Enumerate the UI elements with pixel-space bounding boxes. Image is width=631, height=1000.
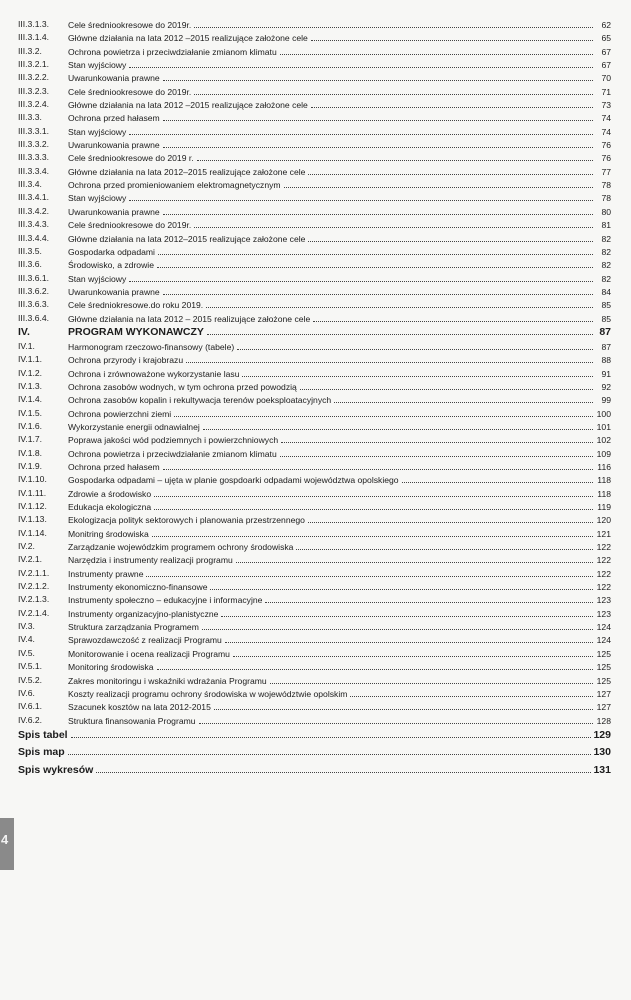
toc-entry-page: 124 bbox=[596, 622, 611, 633]
toc-entry-title: Spis map bbox=[18, 746, 65, 759]
dot-leader bbox=[334, 393, 593, 403]
dot-leader bbox=[270, 674, 593, 684]
toc-entry[interactable] bbox=[18, 205, 611, 218]
toc-entry[interactable] bbox=[18, 71, 611, 84]
toc-entry[interactable] bbox=[18, 58, 611, 71]
toc-entry-title: Gospodarka odpadami – ujęta w planie gospdoarki odpadami województwa opolskiego bbox=[68, 475, 399, 486]
toc-entry-title: Szacunek kosztów na lata 2012-2015 bbox=[68, 702, 211, 713]
toc-entry-number: III.3.6.2. bbox=[18, 285, 50, 296]
toc-entry-page: 123 bbox=[596, 608, 611, 619]
toc-entry-title: Ochrona powierzchni ziemi bbox=[68, 408, 172, 419]
toc-entry-number: IV.1.1. bbox=[18, 354, 43, 365]
toc-entry[interactable] bbox=[18, 500, 611, 513]
toc-entry-title: Główne działania na lata 2012–2015 realizujące założone cele bbox=[68, 233, 306, 244]
toc-entry[interactable] bbox=[18, 367, 611, 380]
toc-entry-number: IV.5.2. bbox=[18, 674, 43, 685]
toc-entry-number: IV.5. bbox=[18, 647, 35, 658]
toc-entry[interactable] bbox=[18, 593, 611, 606]
toc-entry-number: IV.1.6. bbox=[18, 420, 43, 431]
toc-entry-page: 123 bbox=[596, 595, 611, 606]
toc-entry-page: 125 bbox=[596, 648, 611, 659]
toc-entry[interactable] bbox=[18, 407, 611, 420]
toc-entry-title: Ochrona powietrza i przeciwdziałanie zmianom klimatu bbox=[68, 448, 277, 459]
dot-leader bbox=[280, 45, 593, 55]
dot-leader bbox=[163, 111, 593, 121]
toc-entry-number: III.3.1.4. bbox=[18, 32, 50, 43]
toc-entry-page: 109 bbox=[596, 448, 611, 459]
dot-leader bbox=[237, 340, 593, 350]
toc-entry-title: Środowisko, a zdrowie bbox=[68, 260, 154, 271]
toc-entry-page: 87 bbox=[601, 341, 611, 352]
toc-entry-page: 82 bbox=[601, 260, 611, 271]
toc-entry-title: Stan wyjściowy bbox=[68, 126, 127, 137]
dot-leader bbox=[152, 527, 593, 537]
toc-entry[interactable] bbox=[18, 125, 611, 138]
toc-entry-page: 122 bbox=[596, 542, 611, 553]
dot-leader bbox=[233, 647, 593, 657]
toc-entry-title: Edukacja ekologiczna bbox=[68, 502, 152, 513]
toc-entry[interactable] bbox=[18, 473, 611, 486]
toc-entry[interactable] bbox=[18, 513, 611, 526]
toc-entry-page: 118 bbox=[597, 475, 611, 486]
toc-entry-page: 125 bbox=[596, 662, 611, 673]
dot-leader bbox=[129, 272, 593, 282]
toc-entry[interactable] bbox=[18, 218, 611, 231]
toc-entry-title: Struktura finansowania Programu bbox=[68, 715, 196, 726]
toc-entry-number: IV.6.2. bbox=[18, 714, 43, 725]
toc-entry[interactable] bbox=[18, 460, 611, 473]
dot-leader bbox=[311, 98, 593, 108]
toc-entry-title: Ochrona powietrza i przeciwdziałanie zmianom klimatu bbox=[68, 46, 277, 57]
toc-entry-title: Zdrowie a środowisko bbox=[68, 488, 152, 499]
toc-entry[interactable] bbox=[18, 607, 611, 620]
toc-entry-number: IV.2. bbox=[18, 541, 35, 552]
toc-entry-title: Cele średniookresowe do 2019r. bbox=[68, 20, 192, 30]
toc-entry-number: IV.1.12. bbox=[18, 501, 47, 512]
toc-entry-page: 82 bbox=[601, 233, 611, 244]
dot-leader bbox=[129, 125, 593, 135]
toc-entry-number: III.3.3. bbox=[18, 112, 42, 123]
toc-entry-number: IV.2.1.4. bbox=[18, 607, 50, 618]
toc-entry[interactable] bbox=[18, 285, 611, 298]
toc-entry[interactable] bbox=[18, 647, 611, 660]
dot-leader bbox=[350, 687, 593, 697]
toc-entry-page: 84 bbox=[601, 286, 611, 297]
toc-entry[interactable] bbox=[18, 31, 611, 44]
toc-entry-title: Spis tabel bbox=[18, 728, 68, 741]
toc-entry-title: Monitring środowiska bbox=[68, 528, 149, 539]
toc-entry-page: 76 bbox=[601, 140, 611, 151]
toc-entry-number: IV.1.14. bbox=[18, 527, 47, 538]
toc-entry-number: IV.6.1. bbox=[18, 701, 43, 712]
toc-entry-page: 100 bbox=[596, 408, 611, 419]
toc-entry-page: 76 bbox=[601, 153, 611, 164]
toc-entry[interactable] bbox=[18, 762, 611, 780]
toc-entry-title: Główne działania na lata 2012 –2015 realizujące założone cele bbox=[68, 100, 308, 111]
toc-entry-page: 88 bbox=[601, 355, 611, 366]
toc-entry[interactable] bbox=[18, 540, 611, 553]
toc-entry[interactable] bbox=[18, 178, 611, 191]
toc-entry[interactable] bbox=[18, 553, 611, 566]
toc-entry[interactable] bbox=[18, 527, 611, 540]
toc-entry-page: 73 bbox=[601, 100, 611, 111]
toc-entry-page: 67 bbox=[601, 60, 611, 71]
toc-entry-page: 120 bbox=[596, 515, 611, 526]
toc-entry-number: III.3.3.2. bbox=[18, 139, 50, 150]
table-of-contents bbox=[18, 18, 611, 779]
toc-entry-page: 125 bbox=[596, 675, 611, 686]
toc-entry[interactable] bbox=[18, 98, 611, 111]
dot-leader bbox=[186, 353, 593, 363]
toc-entry-title: Instrumenty ekonomiczno-finansowe bbox=[68, 582, 208, 593]
toc-entry-page: 82 bbox=[601, 246, 611, 257]
toc-entry-number: III.3.4. bbox=[18, 179, 42, 190]
toc-entry-number: IV.2.1. bbox=[18, 554, 43, 565]
page-number-tab bbox=[0, 818, 14, 870]
toc-entry-number: IV.1.13. bbox=[18, 514, 47, 525]
toc-entry-number: IV.4. bbox=[18, 634, 35, 645]
toc-entry-number: IV.2.1.3. bbox=[18, 594, 50, 605]
dot-leader bbox=[236, 553, 593, 563]
toc-entry-page: 87 bbox=[599, 325, 611, 338]
toc-entry[interactable] bbox=[18, 674, 611, 687]
dot-leader bbox=[296, 540, 593, 550]
dot-leader bbox=[308, 513, 593, 523]
toc-entry-number: III.3.2.3. bbox=[18, 85, 50, 96]
toc-entry-title: Ochrona przed hałasem bbox=[68, 113, 160, 124]
toc-entry-page: 122 bbox=[596, 582, 611, 593]
toc-entry-number: IV.1.4. bbox=[18, 394, 43, 405]
dot-leader bbox=[284, 178, 593, 188]
toc-entry-page: 82 bbox=[601, 273, 611, 284]
toc-entry-title: Zarządzanie wojewódzkim programem ochrony środowiska bbox=[68, 542, 294, 553]
toc-entry-title: Poprawa jakości wód podziemnych i powierzchniowych bbox=[68, 435, 279, 446]
toc-entry-number: III.3.1.3. bbox=[18, 19, 50, 29]
dot-leader bbox=[225, 633, 593, 643]
toc-entry-number: IV.1.7. bbox=[18, 434, 43, 445]
dot-leader bbox=[194, 85, 593, 95]
dot-leader bbox=[163, 205, 593, 215]
toc-entry[interactable] bbox=[18, 340, 611, 353]
page-number: 4 bbox=[1, 832, 9, 847]
toc-entry-title: Instrumenty społeczno – edukacyjne i informacyjne bbox=[68, 595, 263, 606]
toc-entry-title: PROGRAM WYKONAWCZY bbox=[68, 325, 204, 338]
toc-entry-title: Stan wyjściowy bbox=[68, 193, 127, 204]
dot-leader bbox=[157, 258, 593, 268]
toc-entry-number: IV. bbox=[18, 325, 30, 338]
dot-leader bbox=[163, 138, 593, 148]
dot-leader bbox=[154, 500, 593, 510]
toc-entry[interactable] bbox=[18, 325, 611, 340]
toc-entry[interactable] bbox=[18, 633, 611, 646]
toc-entry-page: 92 bbox=[601, 381, 611, 392]
toc-entry-title: Koszty realizacji programu ochrony środowiska w województwie opolskim bbox=[68, 688, 348, 699]
toc-entry-title: Ochrona przed promieniowaniem elektromagnetycznym bbox=[68, 180, 281, 191]
toc-entry-number: IV.1. bbox=[18, 340, 35, 351]
toc-entry-page: 102 bbox=[596, 435, 611, 446]
dot-leader bbox=[202, 620, 593, 630]
dot-leader bbox=[163, 71, 593, 81]
toc-entry-title: Struktura zarządzania Programem bbox=[68, 622, 199, 633]
toc-entry-number: IV.1.8. bbox=[18, 447, 43, 458]
toc-entry[interactable] bbox=[18, 393, 611, 406]
dot-leader bbox=[197, 151, 593, 161]
toc-entry[interactable] bbox=[18, 232, 611, 245]
dot-leader bbox=[163, 285, 593, 295]
toc-entry-title: Uwarunkowania prawne bbox=[68, 206, 160, 217]
dot-leader bbox=[207, 325, 593, 335]
dot-leader bbox=[311, 31, 593, 41]
toc-entry[interactable] bbox=[18, 580, 611, 593]
toc-entry[interactable] bbox=[18, 45, 611, 58]
toc-entry[interactable] bbox=[18, 18, 611, 31]
toc-entry[interactable] bbox=[18, 258, 611, 271]
toc-entry-title: Ochrona przyrody i krajobrazu bbox=[68, 355, 184, 366]
toc-entry-page: 116 bbox=[597, 462, 611, 472]
toc-entry-page: 77 bbox=[601, 166, 611, 177]
toc-entry-title: Ochrona i zrównoważone wykorzystanie lasu bbox=[68, 368, 240, 379]
toc-entry-page: 130 bbox=[593, 746, 611, 759]
dot-leader bbox=[174, 407, 593, 417]
dot-leader bbox=[242, 367, 593, 377]
toc-entry-page: 78 bbox=[601, 193, 611, 204]
toc-entry-number: III.3.2.1. bbox=[18, 59, 50, 70]
toc-entry[interactable] bbox=[18, 353, 611, 366]
toc-entry[interactable] bbox=[18, 298, 611, 311]
dot-leader bbox=[265, 593, 593, 603]
toc-entry-number: IV.1.10. bbox=[18, 474, 47, 485]
dot-leader bbox=[280, 447, 593, 457]
dot-leader bbox=[206, 298, 593, 308]
toc-entry[interactable] bbox=[18, 312, 611, 325]
dot-leader bbox=[146, 567, 593, 577]
dot-leader bbox=[68, 745, 592, 755]
dot-leader bbox=[96, 763, 591, 773]
toc-entry-title: Uwarunkowania prawne bbox=[68, 73, 160, 84]
toc-entry-page: 121 bbox=[596, 528, 611, 539]
toc-entry-number: IV.1.3. bbox=[18, 380, 43, 391]
toc-entry-number: IV.1.2. bbox=[18, 367, 43, 378]
toc-entry-title: Instrumenty organizacyjno-planistyczne bbox=[68, 608, 219, 619]
toc-entry-title: Stan wyjściowy bbox=[68, 60, 127, 71]
toc-entry-page: 99 bbox=[601, 395, 611, 406]
dot-leader bbox=[281, 433, 593, 443]
toc-entry-number: III.3.2.4. bbox=[18, 99, 50, 110]
toc-entry-title: Zakres monitoringu i wskaźniki wdrażania Programu bbox=[68, 675, 267, 686]
dot-leader bbox=[194, 218, 593, 228]
toc-entry-title: Wykorzystanie energii odnawialnej bbox=[68, 421, 200, 432]
toc-entry-number: IV.2.1.2. bbox=[18, 581, 50, 592]
dot-leader bbox=[194, 18, 593, 28]
toc-entry-number: IV.2.1.1. bbox=[18, 567, 50, 578]
dot-leader bbox=[214, 700, 593, 710]
toc-entry-title: Cele średniookresowe do 2019r. bbox=[68, 86, 192, 97]
toc-entry[interactable] bbox=[18, 487, 611, 500]
toc-entry-title: Główne działania na lata 2012 – 2015 realizujące założone cele bbox=[68, 313, 311, 324]
toc-entry-title: Instrumenty prawne bbox=[68, 568, 144, 579]
toc-entry[interactable] bbox=[18, 151, 611, 164]
toc-entry[interactable] bbox=[18, 447, 611, 460]
toc-entry-page: 78 bbox=[601, 180, 611, 191]
toc-entry-page: 70 bbox=[601, 73, 611, 84]
toc-entry-title: Harmonogram rzeczowo-finansowy (tabele) bbox=[68, 341, 235, 352]
toc-entry[interactable] bbox=[18, 245, 611, 258]
toc-entry-page: 85 bbox=[601, 300, 611, 311]
dot-leader bbox=[308, 232, 593, 242]
toc-entry-number: III.3.3.4. bbox=[18, 165, 50, 176]
toc-entry[interactable] bbox=[18, 433, 611, 446]
toc-entry-title: Narzędzia i instrumenty realizacji programu bbox=[68, 555, 233, 566]
toc-entry-number: IV.3. bbox=[18, 621, 35, 632]
toc-entry-number: IV.1.5. bbox=[18, 407, 43, 418]
toc-entry-number: III.3.4.3. bbox=[18, 219, 50, 230]
toc-entry-title: Cele średniookresowe do 2019 r. bbox=[68, 153, 194, 164]
dot-leader bbox=[158, 245, 593, 255]
toc-entry-page: 85 bbox=[601, 313, 611, 324]
toc-entry-title: Główne działania na lata 2012 –2015 realizujące założone cele bbox=[68, 33, 308, 44]
toc-entry-page: 91 bbox=[601, 368, 611, 379]
toc-entry-page: 122 bbox=[596, 568, 611, 579]
dot-leader bbox=[157, 660, 594, 670]
toc-entry[interactable] bbox=[18, 191, 611, 204]
toc-entry-title: Monitorowanie i ocena realizacji Programu bbox=[68, 648, 230, 659]
toc-entry-number: IV.1.9. bbox=[18, 461, 43, 471]
toc-entry-number: III.3.4.1. bbox=[18, 192, 50, 203]
toc-entry-number: III.3.6.4. bbox=[18, 312, 50, 323]
toc-entry-page: 119 bbox=[597, 502, 611, 513]
toc-entry-title: Ochrona zasobów kopalin i rekultywacja terenów poeksploatacyjnych bbox=[68, 395, 332, 406]
dot-leader bbox=[308, 165, 593, 175]
toc-entry[interactable] bbox=[18, 714, 611, 727]
toc-entry[interactable] bbox=[18, 85, 611, 98]
toc-entry-title: Ekologizacja polityk sektorowych i planowania przestrzennego bbox=[68, 515, 305, 526]
toc-entry-number: IV.1.11. bbox=[18, 487, 47, 498]
toc-entry-title: Cele średniokresowe.do roku 2019. bbox=[68, 300, 204, 311]
toc-entry-title: Sprawozdawczość z realizacji Programu bbox=[68, 635, 222, 646]
toc-entry-number: IV.6. bbox=[18, 687, 35, 698]
toc-entry-number: III.3.2.2. bbox=[18, 72, 50, 83]
toc-entry-page: 65 bbox=[601, 33, 611, 44]
toc-entry-number: III.3.6. bbox=[18, 259, 42, 270]
toc-entry[interactable] bbox=[18, 138, 611, 151]
toc-entry-number: III.3.3.1. bbox=[18, 125, 50, 136]
toc-entry-page: 101 bbox=[596, 421, 611, 432]
toc-entry[interactable] bbox=[18, 111, 611, 124]
toc-entry-page: 81 bbox=[601, 220, 611, 231]
dot-leader bbox=[71, 728, 592, 738]
toc-entry-number: III.3.2. bbox=[18, 45, 42, 56]
toc-entry[interactable] bbox=[18, 380, 611, 393]
toc-entry-number: III.3.3.3. bbox=[18, 152, 50, 163]
toc-entry-number: III.3.4.2. bbox=[18, 205, 50, 216]
dot-leader bbox=[163, 460, 593, 470]
toc-entry-title: Monitoring środowiska bbox=[68, 662, 154, 673]
toc-entry-title: Cele średniookresowe do 2019r. bbox=[68, 220, 192, 231]
dot-leader bbox=[210, 580, 593, 590]
toc-entry[interactable] bbox=[18, 687, 611, 700]
toc-entry-page: 122 bbox=[596, 555, 611, 566]
toc-entry-title: Ochrona zasobów wodnych, w tym ochrona przed powodzią bbox=[68, 381, 297, 392]
dot-leader bbox=[203, 420, 593, 430]
toc-entry-page: 131 bbox=[593, 763, 611, 776]
toc-entry-number: III.3.4.4. bbox=[18, 232, 50, 243]
toc-entry-page: 67 bbox=[601, 46, 611, 57]
toc-entry-number: IV.5.1. bbox=[18, 661, 43, 672]
toc-entry-title: Uwarunkowania prawne bbox=[68, 286, 160, 297]
toc-entry[interactable] bbox=[18, 165, 611, 178]
toc-entry-page: 127 bbox=[596, 702, 611, 713]
toc-entry-page: 71 bbox=[601, 86, 611, 97]
toc-entry-number: III.3.6.3. bbox=[18, 299, 50, 310]
toc-entry-page: 74 bbox=[601, 113, 611, 124]
toc-entry-page: 80 bbox=[601, 206, 611, 217]
toc-entry[interactable] bbox=[18, 620, 611, 633]
toc-entry-title: Uwarunkowania prawne bbox=[68, 140, 160, 151]
toc-entry[interactable] bbox=[18, 420, 611, 433]
toc-entry-page: 62 bbox=[601, 20, 611, 30]
dot-leader bbox=[313, 312, 593, 322]
dot-leader bbox=[154, 487, 593, 497]
toc-entry-page: 124 bbox=[596, 635, 611, 646]
toc-entry-title: Spis wykresów bbox=[18, 763, 94, 776]
toc-entry-title: Główne działania na lata 2012–2015 realizujące założone cele bbox=[68, 166, 306, 177]
dot-leader bbox=[402, 473, 593, 483]
toc-entry[interactable] bbox=[18, 727, 611, 745]
toc-entry[interactable] bbox=[18, 700, 611, 713]
dot-leader bbox=[300, 380, 593, 390]
toc-entry-page: 127 bbox=[596, 688, 611, 699]
toc-entry-page: 74 bbox=[601, 126, 611, 137]
dot-leader bbox=[129, 58, 593, 68]
toc-entry[interactable] bbox=[18, 272, 611, 285]
toc-entry-page: 118 bbox=[597, 488, 611, 499]
toc-entry-title: Gospodarka odpadami bbox=[68, 246, 155, 257]
dot-leader bbox=[129, 191, 593, 201]
dot-leader bbox=[221, 607, 593, 617]
toc-entry[interactable] bbox=[18, 660, 611, 673]
toc-entry-number: III.3.5. bbox=[18, 245, 42, 256]
toc-entry-title: Stan wyjściowy bbox=[68, 273, 127, 284]
toc-entry-page: 129 bbox=[593, 728, 611, 741]
toc-entry-number: III.3.6.1. bbox=[18, 272, 50, 283]
toc-entry-page: 128 bbox=[596, 715, 611, 726]
dot-leader bbox=[199, 714, 593, 724]
toc-entry[interactable] bbox=[18, 744, 611, 762]
toc-entry[interactable] bbox=[18, 567, 611, 580]
toc-entry-title: Ochrona przed hałasem bbox=[68, 462, 160, 472]
